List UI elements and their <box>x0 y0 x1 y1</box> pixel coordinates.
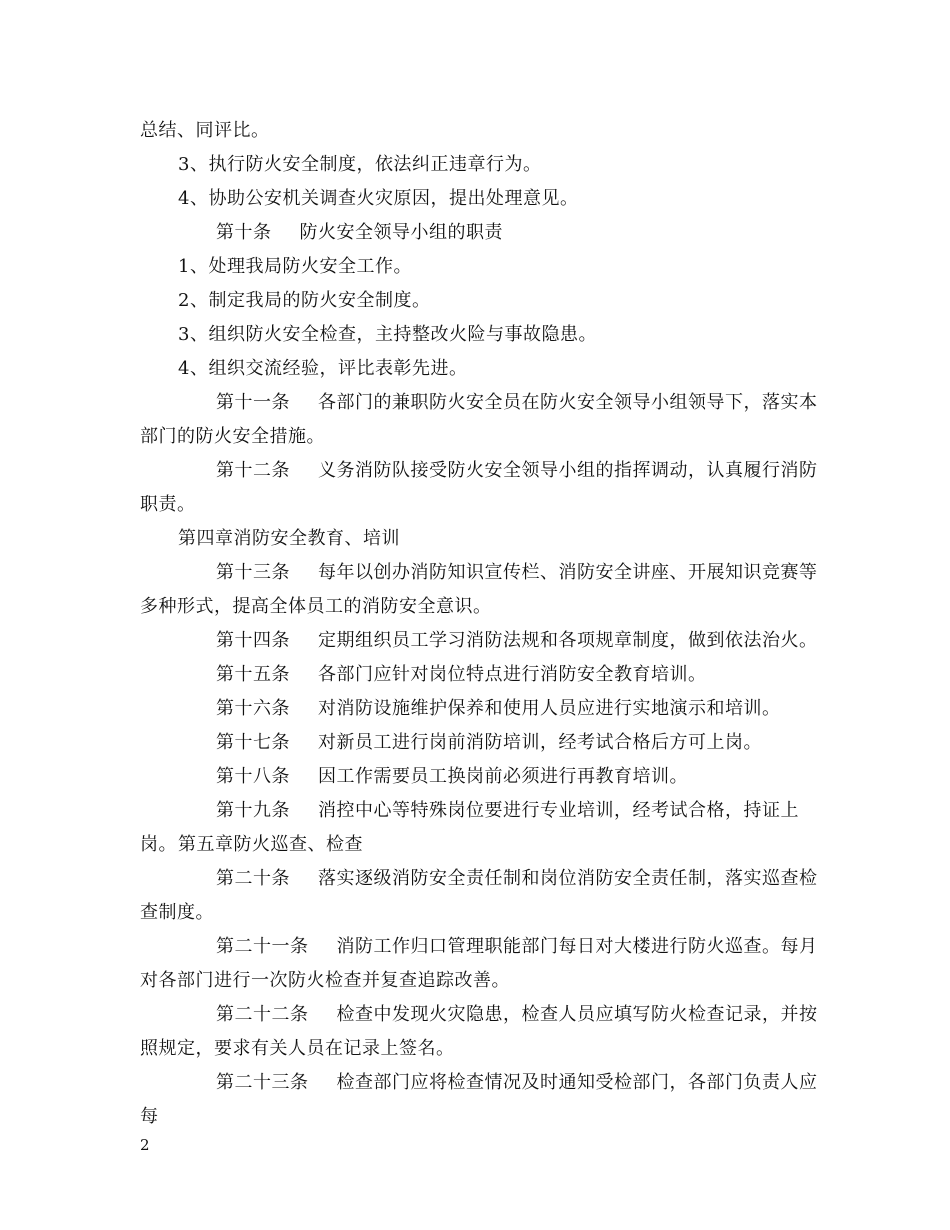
article-number: 第十七条 <box>216 732 290 753</box>
paragraph-text: 总结、同评比。 <box>140 120 270 141</box>
paragraph <box>140 454 820 522</box>
paragraph-text: 每年以创办消防知识宣传栏、消防安全讲座、开展知识竞赛等多种形式，提高全体员工的消防安全意识。 <box>140 562 818 617</box>
paragraph-text: 4、协助公安机关调查火灾原因，提出处理意见。 <box>178 188 579 209</box>
paragraph-text: 3、组织防火安全检查，主持整改火险与事故隐患。 <box>178 324 597 345</box>
paragraph-text: 落实逐级消防安全责任制和岗位消防安全责任制，落实巡查检查制度。 <box>140 868 818 923</box>
article-number: 第二十二条 <box>216 1004 309 1025</box>
paragraph-text: 防火安全领导小组的职责 <box>299 222 503 243</box>
article-number: 第十九条 <box>216 800 290 821</box>
paragraph-text: 对新员工进行岗前消防培训，经考试合格后方可上岗。 <box>318 732 762 753</box>
paragraph <box>140 726 820 760</box>
article-number: 第二十一条 <box>216 936 309 957</box>
paragraph <box>140 250 820 284</box>
article-number: 第二十三条 <box>216 1072 309 1093</box>
paragraph <box>140 624 820 658</box>
paragraph <box>140 760 820 794</box>
article-number: 第十一条 <box>216 392 290 413</box>
paragraph-text: 3、执行防火安全制度，依法纠正违章行为。 <box>178 154 542 175</box>
paragraph-text: 各部门应针对岗位特点进行消防安全教育培训。 <box>318 664 707 685</box>
paragraph <box>140 658 820 692</box>
paragraph-text: 1、处理我局防火安全工作。 <box>178 256 412 277</box>
paragraph-text: 检查中发现火灾隐患，检查人员应填写防火检查记录，并按照规定，要求有关人员在记录上签名。 <box>140 1004 818 1059</box>
paragraph <box>140 862 820 930</box>
paragraph-text: 消控中心等特殊岗位要进行专业培训，经考试合格，持证上岗。 <box>140 800 799 855</box>
article-number: 第十八条 <box>216 766 290 787</box>
article-number: 第十二条 <box>216 460 290 481</box>
paragraph-text: 第五章防火巡查、检查 <box>178 834 363 855</box>
paragraph <box>140 1066 820 1134</box>
paragraph <box>140 284 820 318</box>
paragraph-text: 义务消防队接受防火安全领导小组的指挥调动，认真履行消防职责。 <box>140 460 818 515</box>
paragraph <box>140 114 820 148</box>
article-number: 第十条 <box>216 222 272 243</box>
paragraph <box>140 692 820 726</box>
paragraph-text: 第四章消防安全教育、培训 <box>178 528 400 549</box>
article-number: 第十六条 <box>216 698 290 719</box>
paragraph <box>140 216 820 250</box>
paragraph <box>140 998 820 1066</box>
paragraph-text: 各部门的兼职防火安全员在防火安全领导小组领导下，落实本部门的防火安全措施。 <box>140 392 818 447</box>
article-number: 第二十条 <box>216 868 290 889</box>
paragraph <box>140 182 820 216</box>
chapter-heading <box>140 522 820 556</box>
paragraph <box>140 352 820 386</box>
paragraph <box>140 556 820 624</box>
page-number: 2 <box>140 1136 150 1154</box>
paragraph-text: 因工作需要员工换岗前必须进行再教育培训。 <box>318 766 688 787</box>
chapter-heading <box>140 828 820 862</box>
paragraph <box>140 930 820 998</box>
paragraph-text: 定期组织员工学习消防法规和各项规章制度，做到依法治火。 <box>318 630 818 651</box>
paragraph-text: 检查部门应将检查情况及时通知受检部门，各部门负责人应每 <box>140 1072 818 1127</box>
paragraph <box>140 318 820 352</box>
article-number: 第十四条 <box>216 630 290 651</box>
article-number: 第十五条 <box>216 664 290 685</box>
paragraph-text: 对消防设施维护保养和使用人员应进行实地演示和培训。 <box>318 698 781 719</box>
paragraph-text: 消防工作归口管理职能部门每日对大楼进行防火巡查。每月对各部门进行一次防火检查并复查追踪改善。 <box>140 936 818 991</box>
paragraph <box>140 386 820 454</box>
paragraph <box>140 148 820 182</box>
paragraph-text: 2、制定我局的防火安全制度。 <box>178 290 431 311</box>
article-number: 第十三条 <box>216 562 290 583</box>
paragraph-text: 4、组织交流经验，评比表彰先进。 <box>178 358 468 379</box>
